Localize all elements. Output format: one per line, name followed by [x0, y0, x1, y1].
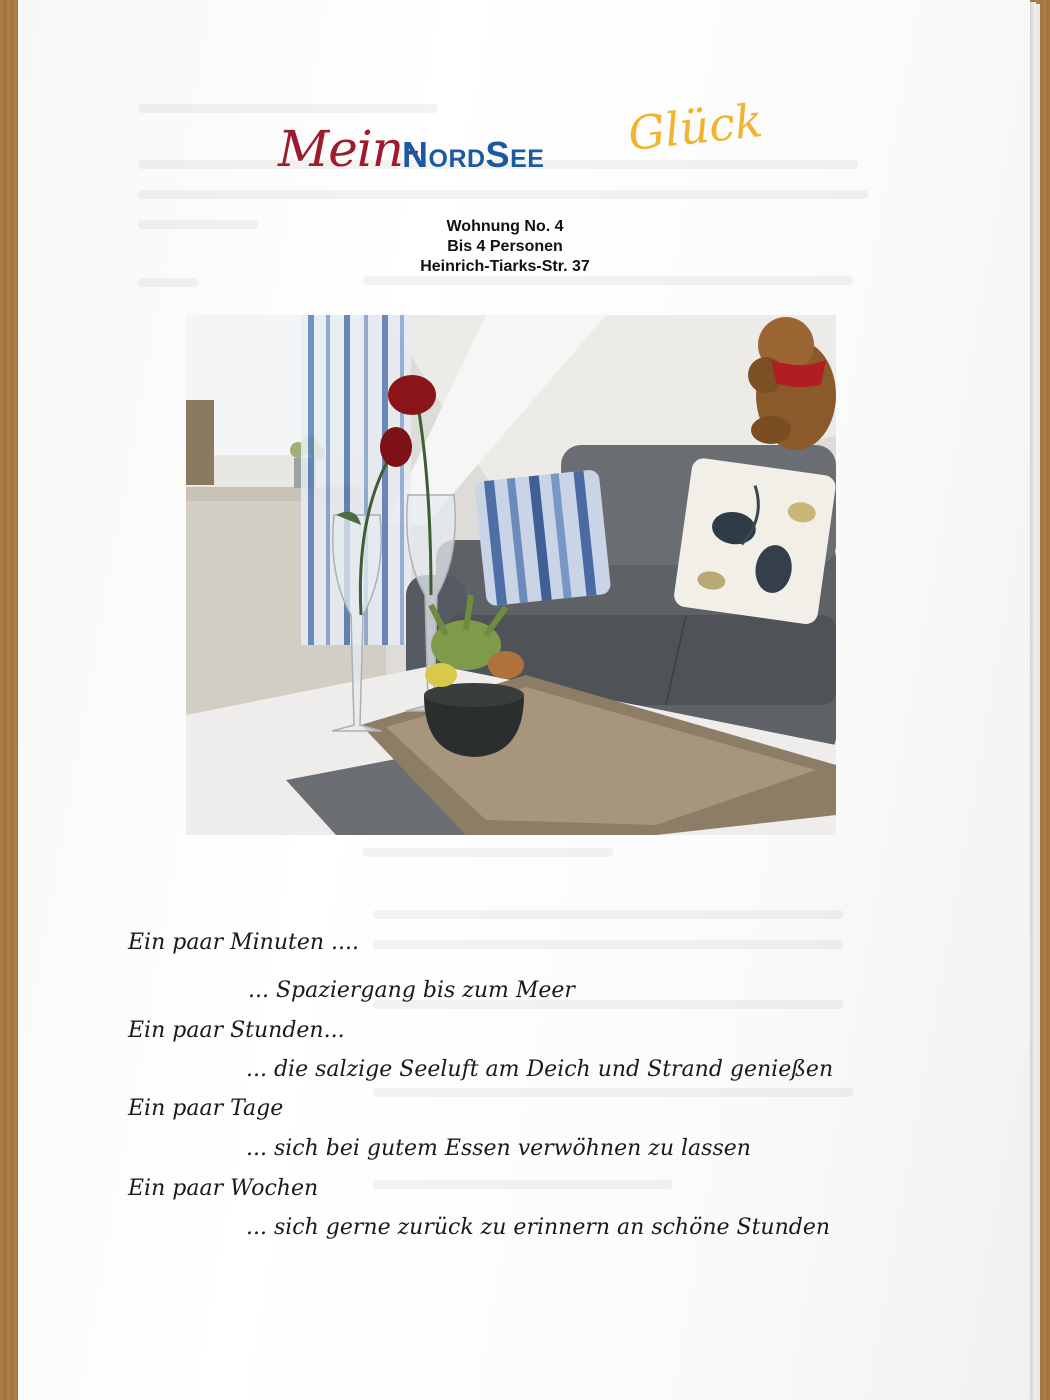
logo-text-mein: Mein- — [278, 120, 419, 178]
living-room-photo — [186, 315, 836, 835]
poem-line: Ein paar Tage — [128, 1096, 284, 1121]
brand-logo — [278, 93, 778, 193]
poem-line: ... sich gerne zurück zu erinnern an schöne Stunden — [246, 1215, 831, 1240]
logo-text-glueck: Glück — [625, 93, 766, 161]
living-room-photo-icon — [186, 315, 836, 835]
poem-line: ... Spaziergang bis zum Meer — [248, 978, 575, 1003]
apartment-info — [360, 217, 650, 277]
poem-line: Ein paar Wochen — [128, 1176, 319, 1201]
poem-line: ... die salzige Seeluft am Deich und Strand genießen — [246, 1057, 834, 1082]
street-address: Heinrich-Tiarks-Str. 37 — [420, 258, 590, 275]
poem-line: ... sich bei gutem Essen verwöhnen zu lassen — [246, 1136, 751, 1161]
logo-text-nordsee: NordSee — [402, 134, 545, 175]
guest-capacity: Bis 4 Personen — [447, 238, 563, 255]
poem-line: Ein paar Stunden... — [128, 1018, 345, 1043]
poem-line: Ein paar Minuten .... — [128, 930, 359, 955]
apartment-number: Wohnung No. 4 — [446, 218, 564, 235]
